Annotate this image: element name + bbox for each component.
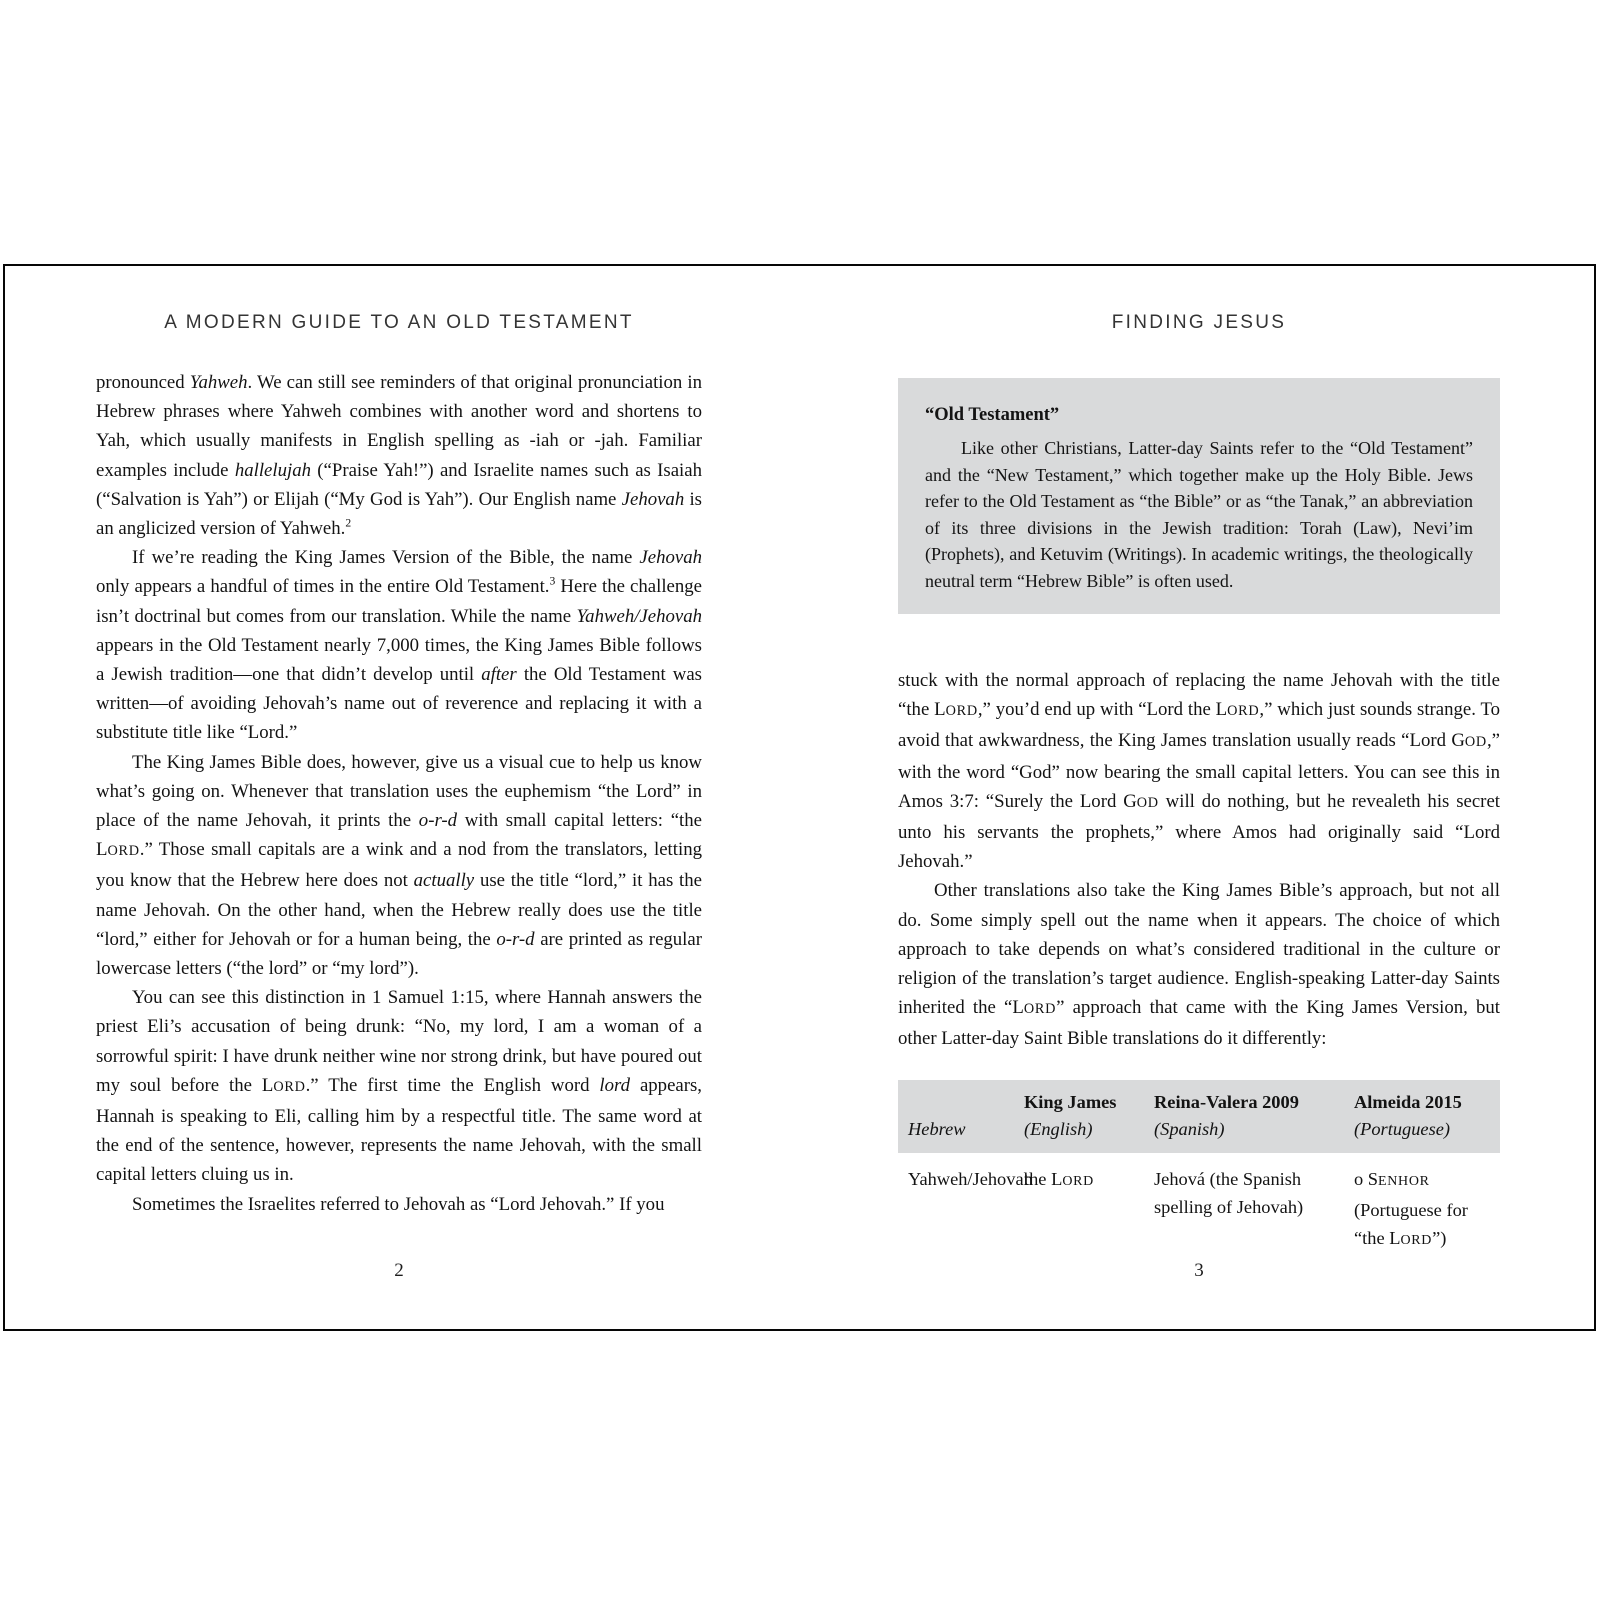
sidebar-paragraph: Like other Christians, Latter-day Saints refer to the “Old Testament” and the “New Testament,” which together make up the Holy Bible. Jews refer to the Old Testament as “the Bible” or as “the Tanak,” an abbreviation of its three divisions in the Jewish tradition: Torah (Law), Nevi’im (Prophets), and Ketuvim (Writings). In academic writings, the theologically neutral term “Hebrew Bible” is often used. [925, 438, 1473, 591]
header-name [908, 1089, 1016, 1116]
cell-hebrew-value: Yahweh/Jehovah [908, 1169, 1033, 1189]
paragraph: Other translations also take the King James Bible’s approach, but not all do. Some simply spell out the name when it appears. The choice of which approach to take depends on what’s considered traditional in the culture or religion of the translation’s target audience. English-speaking Latter-day Saints inherited the “LORD” approach that came with the King James Version, but other Latter-day Saint Bible translations do it differently: [898, 880, 1500, 1050]
table-body-row [898, 1153, 1500, 1255]
table-header-row [898, 1080, 1500, 1153]
header-name: Almeida 2015 [1354, 1092, 1462, 1112]
paragraph: stuck with the normal approach of replacing the name Jehovah with the title “the LORD,” you’d end up with “Lord the LORD,” which just sounds strange. To avoid that awkwardness, the King James translation usually reads “Lord GOD,” with the word “God” now bearing the small capital letters. You can see this in Amos 3:7: “Surely the Lord GOD will do nothing, but he revealeth his secret unto his servants the prophets,” where Amos had originally said “Lord Jehovah.” [898, 670, 1500, 873]
header-cell-reina-valera [1154, 1089, 1354, 1143]
header-cell-king-james [1024, 1089, 1154, 1143]
running-head-right: FINDING JESUS [1111, 312, 1287, 333]
body-text-right [898, 666, 1500, 1054]
translation-table [898, 1080, 1500, 1255]
running-head-left: A MODERN GUIDE TO AN OLD TESTAMENT [164, 312, 634, 333]
header-cell-almeida [1354, 1089, 1500, 1143]
sidebar-title: “Old Testament” [925, 405, 1060, 425]
page-number-right: 3 [1194, 1260, 1204, 1281]
header-cell-hebrew [898, 1089, 1024, 1143]
header-language: Hebrew [908, 1119, 966, 1139]
header-name: King James [1024, 1092, 1117, 1112]
paragraph: The King James Bible does, however, give us a visual cue to help us know what’s going on. Whenever that translation uses the euphemism “the Lord” in place of the name Jehovah, it prints the o-r-d with small capital letters: “the LORD.” Those small capitals are a wink and a nod from the translators, letting you know that the Hebrew here does not actually use the title “lord,” it has the name Jehovah. On the other hand, when the Hebrew really does use the title “lord,” either for Jehovah or for a human being, the o-r-d are printed as regular lowercase letters (“the lord” or “my lord”). [96, 751, 702, 980]
page-number-left: 2 [394, 1260, 404, 1281]
header-name: Reina-Valera 2009 [1154, 1092, 1299, 1112]
cell-reina-valera-value: Jehová (the Spanish spelling of Jehovah) [1154, 1169, 1304, 1217]
header-language: (Spanish) [1154, 1119, 1225, 1139]
cell-almeida-value: o SENHOR (Portuguese for “the LORD”) [1354, 1169, 1468, 1248]
header-language: (English) [1024, 1119, 1093, 1139]
old-testament-sidebar [898, 378, 1500, 614]
paragraph: If we’re reading the King James Version of the Bible, the name Jehovah only appears a handful of times in the entire Old Testament.$^3$ Here the challenge isn’t doctrinal but comes from our translation. While the name Yahweh/Jehovah appears in the Old Testament nearly 7,000 times, the King James Bible follows a Jewish tradition—one that didn’t develop until after the Old Testament was written—of avoiding Jehovah’s name out of reverence and replacing it with a substitute title like “Lord.” [96, 547, 703, 744]
body-text-left [96, 368, 702, 1219]
paragraph: You can see this distinction in 1 Samuel 1:15, where Hannah answers the priest Eli’s accusation of being drunk: “No, my lord, I am a woman of a sorrowful spirit: I have drunk neither wine nor strong drink, but have poured out my soul before the LORD.” The first time the English word lord appears, Hannah is speaking to Eli, calling him by a respectful title. The same word at the end of the sentence, however, represents the name Jehovah, with the small capital letters cluing us in. [96, 987, 703, 1186]
cell-king-james-value: the LORD [1024, 1169, 1094, 1189]
paragraph: Sometimes the Israelites referred to Jehovah as “Lord Jehovah.” If you [132, 1193, 665, 1215]
paragraph: pronounced Yahweh. We can still see reminders of that original pronunciation in Hebrew phrases where Yahweh combines with another word and shortens to Yah, which usually manifests in English spelling as -iah or -jah. Familiar examples include hallelujah (“Praise Yah!”) and Israelite names such as Isaiah (“Salvation is Yah”) or Elijah (“My God is Yah”). Our English name Jehovah is an anglicized version of Yahweh.$^2$ [96, 372, 703, 540]
header-language: (Portuguese) [1354, 1119, 1451, 1139]
